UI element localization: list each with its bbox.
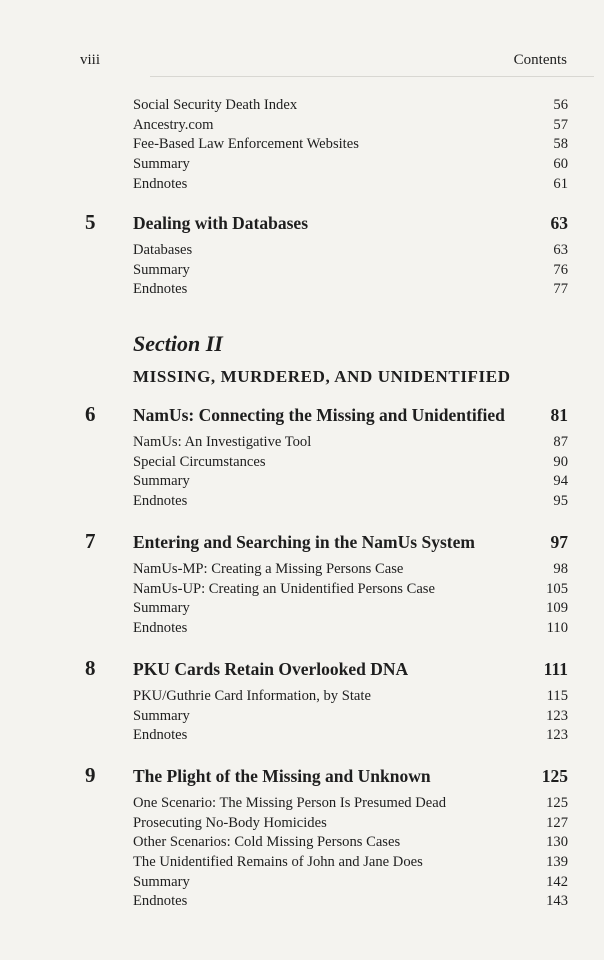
chapter-5 [80,207,568,300]
chapter-title: PKU Cards Retain Overlooked DNA [133,659,409,679]
chapter-9 [80,760,568,912]
continued-entries [80,96,568,194]
toc-entry[interactable] [80,726,568,746]
entry-page: 130 [546,834,568,851]
toc-entry[interactable] [80,794,568,814]
entry-page: 125 [546,795,568,811]
entry-title: Endnotes [133,893,188,910]
entry-title: One Scenario: The Missing Person Is Presumed Dead [133,795,447,811]
entry-page: 139 [546,854,568,871]
entry-page: 95 [553,493,568,510]
entry-page: 63 [553,242,568,258]
toc-entry[interactable] [80,96,568,116]
entry-page: 123 [546,727,568,744]
entry-title: Prosecuting No-Body Homicides [133,814,327,831]
entry-page: 58 [553,136,568,153]
chapter-number: 9 [85,763,96,787]
running-title: Contents [513,52,567,68]
entry-title: Summary [133,473,190,490]
entry-page: 123 [546,707,568,724]
toc-entry[interactable] [80,453,568,473]
toc-entry[interactable] [80,599,568,619]
entry-title: Other Scenarios: Cold Missing Persons Cases [133,834,401,851]
entry-title: Fee-Based Law Enforcement Websites [133,136,359,153]
chapter-number: 5 [85,210,96,234]
entry-page: 127 [546,814,568,831]
toc-entry[interactable] [80,833,568,853]
toc-entry[interactable] [80,155,568,175]
toc-entry[interactable] [80,580,568,600]
toc-entry[interactable] [80,135,568,155]
chapter-page: 97 [550,532,568,552]
toc-entry[interactable] [80,853,568,873]
entry-title: Ancestry.com [133,116,214,133]
chapter-heading[interactable] [80,653,568,683]
entry-page: 61 [553,175,568,192]
entry-title: Endnotes [133,620,188,637]
entry-page: 87 [553,434,568,450]
section-title: Section II [133,331,223,356]
chapter-7 [80,526,568,639]
entry-title: Summary [133,600,190,617]
toc-entry[interactable] [80,261,568,281]
entry-page: 115 [546,688,568,704]
toc-entry[interactable] [80,892,568,912]
chapter-heading[interactable] [80,399,568,429]
toc-entry[interactable] [80,560,568,580]
toc-entry[interactable] [80,433,568,453]
entry-page: 57 [553,116,568,133]
entry-title: PKU/Guthrie Card Information, by State [133,688,371,704]
entry-title: Special Circumstances [133,453,266,470]
toc-entry[interactable] [80,175,568,195]
entry-page: 105 [546,580,568,597]
chapter-title: Entering and Searching in the NamUs System [133,532,475,552]
entry-title: Databases [133,242,193,258]
chapter-heading[interactable] [80,207,568,237]
toc-entry[interactable] [80,492,568,512]
toc-entry[interactable] [80,241,568,261]
entry-page: 94 [553,473,568,490]
toc-entry[interactable] [80,280,568,300]
entry-title: Endnotes [133,493,188,510]
entry-title: The Unidentified Remains of John and Jane Does [133,854,423,871]
chapter-heading[interactable] [80,760,568,790]
entry-title: Endnotes [133,727,188,744]
entry-title: NamUs-MP: Creating a Missing Persons Case [133,561,404,577]
chapter-page: 63 [550,213,568,233]
chapter-page: 81 [550,405,568,425]
chapter-title: NamUs: Connecting the Missing and Unidentified [133,405,505,425]
entry-page: 90 [553,453,568,470]
chapter-number: 8 [85,656,96,680]
entry-title: Summary [133,261,190,278]
entry-title: Social Security Death Index [133,97,298,113]
entry-page: 142 [546,873,568,890]
chapter-8 [80,653,568,746]
entry-title: Endnotes [133,281,188,298]
chapter-title: The Plight of the Missing and Unknown [133,766,431,786]
entry-page: 143 [546,893,568,910]
chapter-heading[interactable] [80,526,568,556]
chapter-number: 6 [85,402,96,426]
entry-page: 98 [553,561,568,577]
entry-title: NamUs-UP: Creating an Unidentified Persons Case [133,580,435,597]
header-rule [150,76,594,77]
entry-title: Summary [133,707,190,724]
chapter-page: 111 [543,659,568,679]
entry-page: 60 [553,156,568,173]
toc-entry[interactable] [80,619,568,639]
entry-title: Endnotes [133,175,188,192]
page-number: viii [80,52,101,68]
toc-entry[interactable] [80,707,568,727]
toc-entry[interactable] [80,116,568,136]
entry-page: 109 [546,600,568,617]
chapter-title: Dealing with Databases [133,213,309,233]
entry-title: Summary [133,873,190,890]
chapter-6 [80,399,568,512]
section-subtitle: MISSING, MURDERED, AND UNIDENTIFIED [133,367,511,386]
chapter-number: 7 [85,529,96,553]
toc-entry[interactable] [80,687,568,707]
toc-entry[interactable] [80,472,568,492]
entry-title: Summary [133,156,190,173]
entry-page: 56 [553,97,568,113]
entry-page: 76 [553,261,568,278]
entry-title: NamUs: An Investigative Tool [133,434,312,450]
entry-page: 110 [546,620,568,637]
toc-entry[interactable] [80,814,568,834]
entry-page: 77 [553,281,568,298]
chapter-page: 125 [541,766,568,786]
toc-entry[interactable] [80,873,568,893]
